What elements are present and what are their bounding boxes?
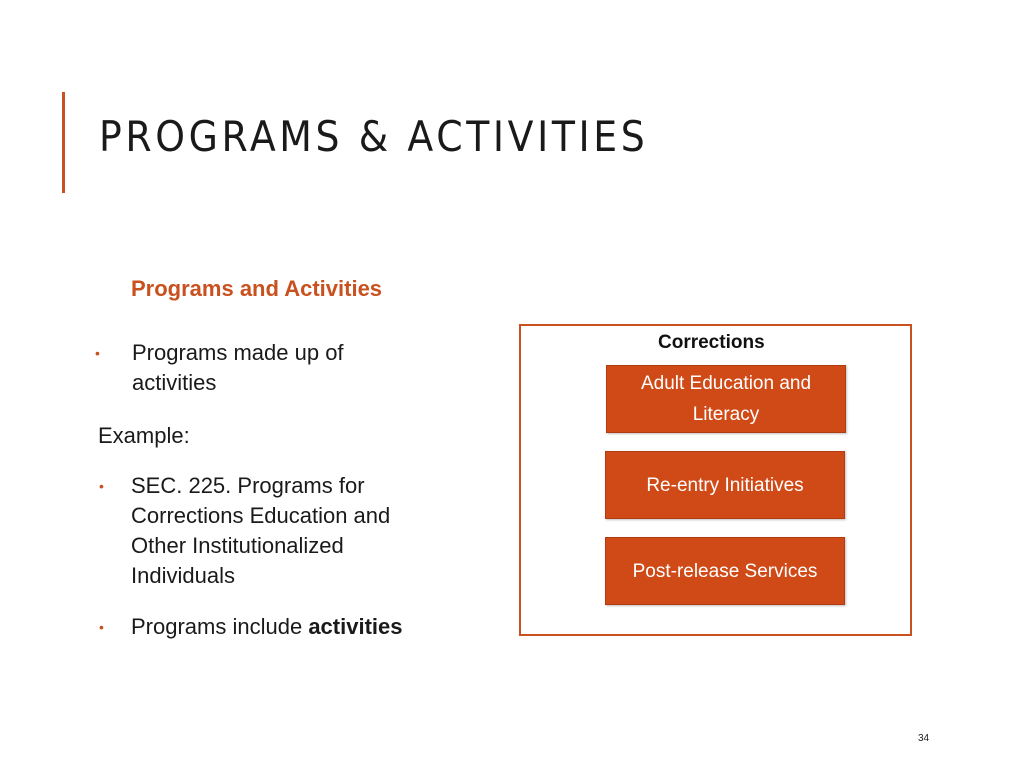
bullet-text-activities (131, 612, 402, 642)
bullet-text: Programs include (131, 614, 309, 639)
example-label: Example: (98, 423, 190, 448)
text-line: SEC. 225. Programs for (131, 473, 365, 498)
text-line: Programs made up of (132, 340, 344, 365)
box-line: Adult Education and (640, 373, 812, 394)
box-reentry-initiatives (605, 451, 845, 519)
bullet-icon: • (95, 345, 100, 361)
bullet-icon: • (99, 619, 104, 635)
corrections-title: Corrections (658, 332, 765, 353)
emphasis-text: activities (308, 614, 403, 639)
text-line: Corrections Education and (131, 503, 391, 528)
box-line: Literacy (692, 404, 760, 425)
bullet-text-sec225 (131, 471, 390, 591)
text-line: Other Institutionalized (131, 533, 344, 558)
box-label: Post-release Services (632, 560, 818, 582)
text-line: activities (132, 370, 217, 395)
box-label: Re-entry Initiatives (646, 474, 804, 496)
text-line: Individuals (131, 563, 235, 588)
bullet-text-programs (132, 338, 344, 398)
box-adult-education (606, 365, 846, 433)
section-heading: Programs and Activities (131, 276, 383, 301)
page-number: 34 (918, 733, 930, 744)
title-accent-bar (62, 92, 65, 193)
slide-title: PROGRAMS & ACTIVITIES (99, 112, 649, 161)
bullet-icon: • (99, 478, 104, 494)
box-post-release-services (605, 537, 845, 605)
